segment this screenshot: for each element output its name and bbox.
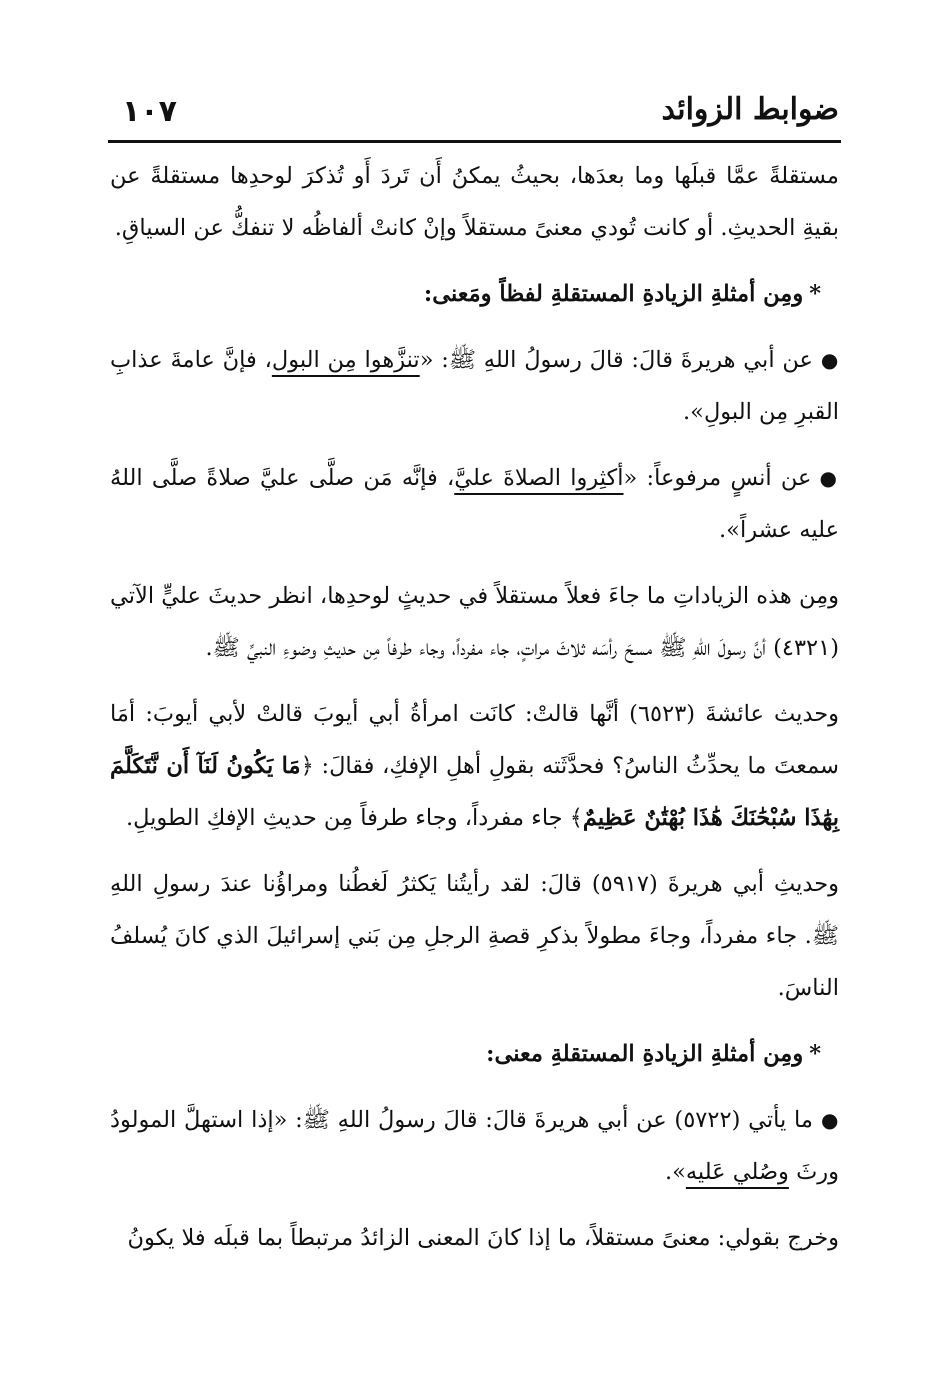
bullet-text-start: عن أنسٍ مرفوعاً: « <box>623 465 812 491</box>
bullet-item-anas <box>110 452 839 556</box>
underlined-addition: وصُلي عَليه <box>685 1159 789 1185</box>
bullet-text-start: عن أبي هريرةَ قالَ: قالَ رسولُ اللهِ ﷺ: « <box>419 347 813 373</box>
heading-text: ومِن أمثلةِ الزيادةِ المستقلةِ لفظاً ومَعنى: <box>423 281 804 307</box>
quran-verse: مَا يَكُونُ لَنَآ أَن نَّتَكَلَّمَ بِهَٰذَا سُبْحَٰنَكَ هَٰذَا بُهْتَٰنٌ عَظِيمٌ <box>110 753 839 831</box>
paragraph-abu-hurayra-hadith: وحديثِ أبي هريرةَ (٥٩١٧) قالَ: لقد رأيتُنا يَكثرُ لَغطُنا ومراؤُنا عندَ رسولِ اللهِ ﷺ. جاء مفرداً، وجاءَ مطولاً بذكرِ قصةِ الرجلِ مِن بَني إسرائيلَ الذي كانَ يُسلفُ الناسَ. <box>110 871 839 1001</box>
running-title: ضوابط الزوائد <box>661 92 839 127</box>
bullet-text-start: ما يأتي (٥٧٢٢) عن أبي هريرةَ قالَ: قالَ رسولُ اللهِ ﷺ: «إذا استهلَّ المولودُ ورثَ <box>110 1107 839 1185</box>
heading-text: ومِن أمثلةِ الزيادةِ المستقلةِ معنى: <box>486 1041 804 1067</box>
bullet-icon: ● <box>819 466 839 490</box>
paragraph-intro: مستقلةً عمَّا قبلَها وما بعدَها، بحيثُ يمكنُ أَن تَردَ أَو تُذكرَ لوحدِها مستقلةً عن بقيةِ الحديثِ. أو كانت تُودي معنىً مستقلاً وإنْ كانتْ ألفاظُه لا تنفكُّ عن السياقِ. <box>110 163 839 241</box>
page-number: ١٠٧ <box>122 94 177 129</box>
bullet-item-abu-hurayra <box>110 334 839 438</box>
page-body <box>110 150 839 1278</box>
asterisk-icon: * <box>809 281 821 307</box>
header-divider <box>108 140 841 143</box>
bullet-text-end: ». <box>664 1159 686 1185</box>
underlined-addition: أكثِروا الصلاةَ عليَّ <box>454 465 624 491</box>
paragraph-ali-hadith: ومِن هذه الزياداتِ ما جاءَ فعلاً مستقلاً في حديثٍ لوحدِها، انظر حديثَ عليٍّ الآتي (٤٣٢١) أنَّ رسولَ اللهِ ﷺ مسحَ رأسَه ثلاثَ مراتٍ، جاء مفرداً، وجاء طرفاً مِن حديثِ وضوءِ النبيِّ ﷺ. <box>110 583 839 661</box>
paragraph-text-start: وحديث عائشةَ (٦٥٢٣) أنَّها قالتْ: كانَت امرأةُ أبي أيوبَ قالتْ لأبي أيوبَ: أمَا سمعتَ ما يحدِّثُ الناسُ؟ فحدَّثَته بقولِ أهلِ الإفكِ، فقالَ: ﴿ <box>110 701 839 779</box>
section-heading-word-and-meaning <box>110 268 839 320</box>
paragraph-aisha-hadith <box>110 688 839 844</box>
bullet-item-newborn <box>110 1094 839 1198</box>
bullet-icon: ● <box>820 348 840 372</box>
bullet-icon: ● <box>820 1108 840 1132</box>
underlined-addition: تنزَّهوا مِن البول <box>271 347 420 373</box>
paragraph-closing: وخرج بقولي: معنىً مستقلاً، ما إذا كانَ المعنى الزائدُ مرتبطاً بما قبلَه فلا يكونُ <box>127 1225 839 1251</box>
section-heading-meaning <box>110 1028 839 1080</box>
paragraph-text-end: ﴾ جاء مفرداً، وجاء طرفاً مِن حديثِ الإفكِ الطويلِ. <box>125 805 583 831</box>
page-header <box>110 88 839 132</box>
bullet-text-end: ، فإنَّه مَن صلَّى عليَّ صلاةً صلَّى اللهُ عليه عشراً». <box>110 465 839 543</box>
asterisk-icon: * <box>809 1041 821 1067</box>
bullet-text-end: ، فإنَّ عامةَ عذابِ القبرِ مِن البولِ». <box>110 347 839 425</box>
